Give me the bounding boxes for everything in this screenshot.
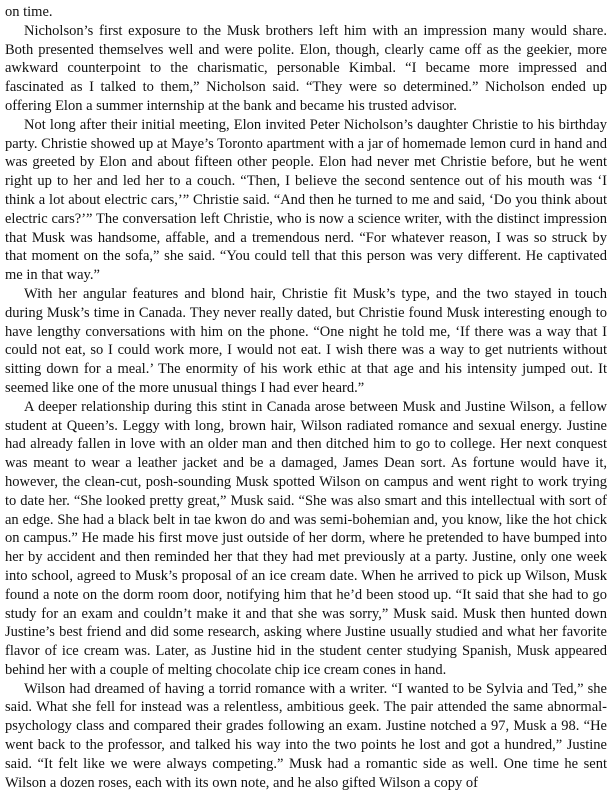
paragraph-torrid-romance: Wilson had dreamed of having a torrid romance with a writer. “I wanted to be Sylvia and Ted,” she said. What she fell for instead was a relentless, ambitious geek. The pair attended the same abnormal-psychology class and compared their grades following an exam. Justine notched a 97, Musk a 98. “He went back to the professor, and talked his way into the two points he lost and got a hundred,” Justine said. “It felt like we were always competing.” Musk had a romantic side as well. One time he sent Wilson a dozen roses, each with its own note, and he also gifted Wilson a copy of [5, 680, 607, 791]
paragraph-birthday-party: Not long after their initial meeting, Elon invited Peter Nicholson’s daughter Christie to his birthday party. Christie showed up at Maye’s Toronto apartment with a jar of homemade lemon curd in hand and was greeted by Elon and about fifteen other people. Elon had never met Christie before, but he went right up to her and led her to a couch. “Then, I believe the second sentence out of his mouth was ‘I think a lot about electric cars,’” Christie said. “And then he turned to me and said, ‘Do you think about electric cars?’” The conversation left Christie, who is now a science writer, with the distinct impression that Musk was handsome, affable, and a tremendous nerd. “For whatever reason, I was so struck by that moment on the sofa,” she said. “You could tell that this person was very different. He captivated me in that way.” [5, 116, 607, 284]
paragraph-christie: With her angular features and blond hair, Christie fit Musk’s type, and the two stayed in touch during Musk’s time in Canada. They never really dated, but Christie found Musk interesting enough to have lengthy conversations with him on the phone. “One night he told me, ‘If there was a way that I could not eat, so I could work more, I would not eat. I wish there was a way to get nutrients without sitting down for a meal.’ The enormity of his work ethic at that age and his intensity jumped out. It seemed like one of the more unusual things I had ever heard.” [5, 285, 607, 396]
paragraph-continuation: on time. [5, 4, 53, 20]
paragraph-justine-wilson: A deeper relationship during this stint in Canada arose between Musk and Justine Wilson, a fellow student at Queen’s. Leggy with long, brown hair, Wilson radiated romance and sexual energy. Justine had already fallen in love with an older man and then ditched him to go to college. Her next conquest was meant to wear a leather jacket and be a damaged, James Dean sort. As fortune would have it, however, the clean-cut, posh-sounding Musk spotted Wilson on campus and went right to work trying to date her. “She looked pretty great,” Musk said. “She was also smart and this intellectual with sort of an edge. She had a black belt in tae kwon do and was semi-bohemian and, you know, like the hot chick on campus.” He made his first move just outside of her dorm, where he pretended to have bumped into her by accident and then reminded her that they had met previously at a party. Justine, only one week into school, agreed to Musk’s proposal of an ice cream date. When he arrived to pick up Wilson, Musk found a note on the dorm room door, notifying him that he’d been stood up. “It said that she had to go study for an exam and couldn’t make it and that she was sorry,” Musk said. Musk then hunted down Justine’s best friend and did some research, asking where Justine usually studied and what her favorite flavor of ice cream was. Later, as Justine hid in the student center studying Spanish, Musk appeared behind her with a couple of melting chocolate chip ice cream cones in hand. [5, 398, 607, 678]
paragraph-nicholson-impression: Nicholson’s first exposure to the Musk brothers left him with an impression many would share. Both presented themselves well and were polite. Elon, though, clearly came off as the geekier, more awkward counterpoint to the charismatic, personable Kimbal. “I became more impressed and fascinated as I talked to them,” Nicholson said. “They were so determined.” Nicholson ended up offering Elon a summer internship at the bank and became his trusted advisor. [5, 22, 607, 114]
